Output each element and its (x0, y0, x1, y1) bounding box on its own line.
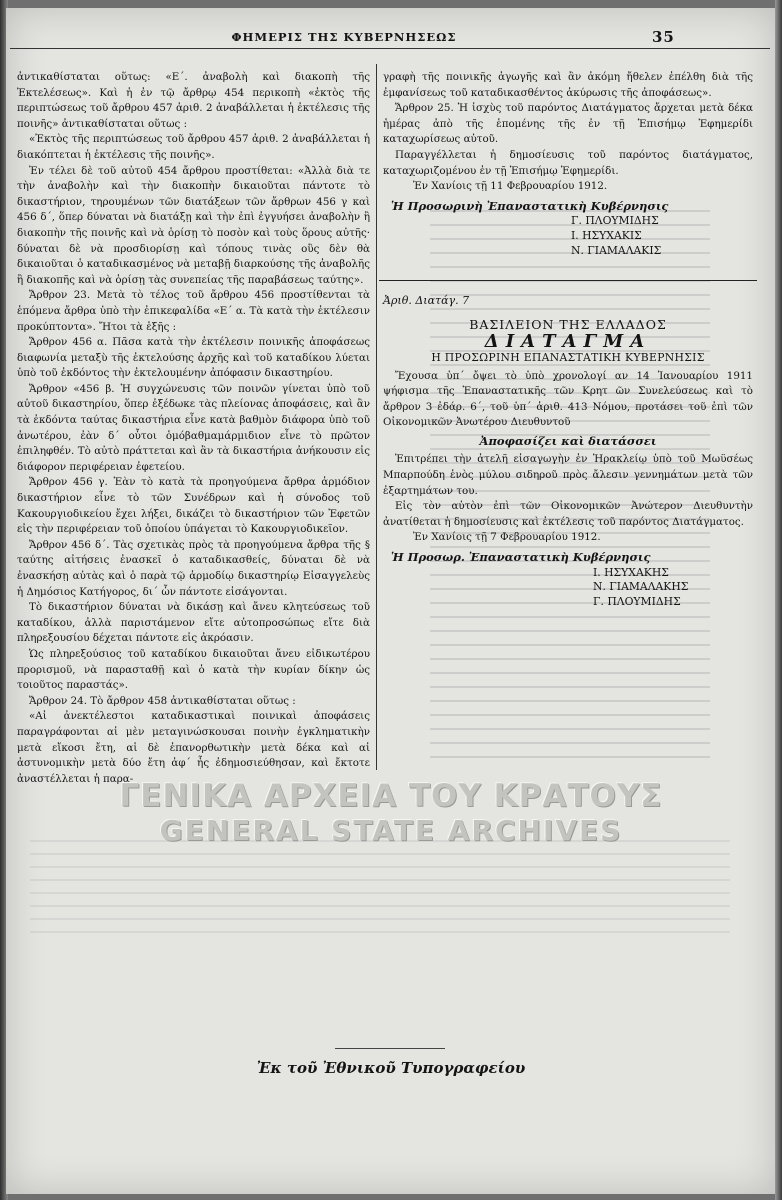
left-paragraph: Ὡς πληρεξούσιος τοῦ καταδίκου δικαιοῦται ἄνευ εἰδικωτέρου προρισμοῦ, νὰ παρασταθῇ καὶ ὁ κατὰ τὴν κυρίαν δίκην ὡς τοιοῦτος παραστάς». (17, 647, 370, 692)
signatory-name: Ν. ΓΙΑΜΑΛΑΚΙΣ (571, 243, 662, 257)
decree-permission: Ἐπιτρέπει τὴν ἀτελῆ εἰσαγωγὴν ἐν Ἡρακλείῳ ὑπὸ τοῦ Μωϋσέως Μπαρπούδη ἑνὸς μύλου σιδηροῦ πρὸς ἄλεσιν γεννημάτων μετὰ τῶν ἐξαρτημάτων του. (383, 453, 753, 497)
kingdom-heading: ΒΑΣΙΛΕΙΟΝ ΤΗΣ ΕΛΛΑΔΟΣ (469, 316, 667, 332)
article-23: Ἄρθρον 23. Μετὰ τὸ τέλος τοῦ ἄρθρου 456 προστίθενται τὰ ἑπόμενα ἄρθρα ὑπὸ τὴν ἐπικεφαλίδα «Ε΄ α. Τὰ κατὰ τὴν ἐκτέλεσιν προκύπτοντα». Ἤτοι τὰ ἑξῆς : (17, 289, 370, 333)
signatory-name: Ι. ΗΣΥΧΑΚΗΣ (593, 565, 669, 579)
imprint-rule (335, 1048, 445, 1049)
left-paragraph: Ἐν τέλει δὲ τοῦ αὐτοῦ 454 ἄρθρου προστίθεται: «Ἀλλὰ διὰ τε τὴν ἀναβολὴν καὶ τὴν διακοπὴν δικαιοῦται πάντοτε τὸ δικαστήριον, τηρουμένων τῶν διατάξεων τῶν ἄρθρων 456 γ καὶ 456 δ΄, ὅπερ δύναται νὰ διατάξῃ καὶ τὴν ἐπὶ ἐγγυήσει ἀναβολὴν ἢ διακοπὴν τῆς ποινῆς καὶ νὰ ὁρίσῃ τὸ ποσὸν καὶ τοὺς ὅρους αὐτῆς· δύναται δὲ νὰ προσδιορίσῃ καὶ τόπους τινὰς οὓς δὲν θὰ δικαιοῦται ὁ καταδικασμένος νὰ μεταβῇ διαρκούσης τῆς ἀναβολῆς ἢ διακοπῆς καὶ νὰ ὁρίσῃ τὰς συνεπείας τῆς παραβάσεως ταύτης». (17, 164, 370, 286)
date-line-2: Ἐν Χανίοις τῇ 7 Φεβρουαρίου 1912. (413, 531, 601, 544)
government-signature-2: Ἡ Προσωρ. Ἐπαναστατικὴ Κυβέρνησις (391, 550, 651, 565)
decree-number: Ἀριθ. Διατάγ. 7 (383, 294, 470, 308)
right-column (383, 70, 753, 609)
government-signature-1: Ἡ Προσωρινὴ Ἐπαναστατικὴ Κυβέρνησις (391, 198, 669, 213)
watermark-english: GENERAL STATE ARCHIVES (159, 814, 623, 847)
signatories-2 (383, 566, 753, 610)
signatory-name: Γ. ΠΛΟΥΜΙΔΗΣ (571, 214, 659, 228)
article-456a: Ἄρθρον 456 α. Πᾶσα κατὰ τὴν ἐκτέλεσιν ποινικῆς ἀποφάσεως διαφωνία μεταξὺ τῆς ἐκτελούσης ἀρχῆς καὶ τοῦ καταδίκου λύεται ὑπὸ τοῦ ἐκδόντος τὴν ἐκτελουμένην ἀπόφασιν δικαστηρίου. (17, 336, 370, 380)
publication-order: Παραγγέλλεται ἡ δημοσίευσις τοῦ παρόντος διατάγματος, καταχωριζομένου ἐν τῇ Ἐπισήμῳ Ἐφημερίδι. (383, 148, 753, 177)
column-divider (376, 64, 377, 770)
decree-preamble: Ἔχουσα ὑπ΄ ὄψει τὸ ὑπὸ χρονολογί αν 14 Ἰανουαρίου 1911 ψήφισμα τῆς Ἐπαναστατικῆς τῶν Κρητ ῶν Συνελεύσεως καὶ τὸ ἄρθρον 3 ἐδάρ. 6΄, τοῦ ὑπ΄ ἀριθ. 413 Νόμου, προτάσει τοῦ ἐπὶ τῶν Οἰκονομικῶν Ἀνωτέρου Διευθυντοῦ (383, 369, 753, 429)
signatories-1 (383, 214, 753, 258)
left-paragraph: «Ἐκτὸς τῆς περιπτώσεως τοῦ ἄρθρου 457 ἀριθ. 2 ἀναβάλλεται ἡ διακόπτεται ἡ ἐκτέλεσις τῆς ποινῆς». (17, 133, 370, 161)
show-through-texture-lower (30, 840, 730, 940)
decree-execution: Εἰς τὸν αὐτὸν ἐπὶ τῶν Οἰκονομικῶν Ἀνώτερον Διευθυντὴν ἀνατίθεται ἡ δημοσίευσις καὶ ἐκτέλεσις τοῦ παρόντος Διατάγματος. (383, 500, 753, 528)
decree-government: Η ΠΡΟΣΩΡΙΝΗ ΕΠΑΝΑΣΤΑΤΙΚΗ ΚΥΒΕΡΝΗΣΙΣ (431, 350, 705, 364)
printer-imprint: Ἐκ τοῦ Ἐθνικοῦ Τυπογραφείου (256, 1059, 526, 1077)
watermark-greek: ΓΕΝΙΚΑ ΑΡΧΕΙΑ ΤΟΥ ΚΡΑΤΟΥΣ (119, 778, 663, 814)
scan-edge-right (775, 0, 782, 1200)
signatory-name: Ν. ΓΙΑΜΑΛΑΚΗΣ (593, 580, 689, 594)
section-separator (379, 280, 757, 281)
signatory-name: Γ. ΠΛΟΥΜΙΔΗΣ (593, 594, 681, 608)
article-456b: Ἄρθρον «456 β. Ἡ συγχώνευσις τῶν ποινῶν γίνεται ὑπὸ τοῦ αὐτοῦ δικαστηρίου, ὅπερ ἐξέδωκε τὰς πλείονας ἀποφάσεις, καὶ ἂν τὰ ἐκδόντα ταύτας δικαστήρια εἶνε κατὰ βαθμὸν διάφορα ὑπὸ τοῦ ἀνωτέρου, ἐὰν δ΄ οὗτοι ὁμόβαθμαμάρμιδιον εἶνε τὸ πρῶτον ἐπιληφθέν. Τὸ αὐτὸ πράττεται καὶ ἂν τὰ δικαστήρια ἀνήκουσιν εἰς διάφορον περιφέρειαν ἐφετείου. (17, 382, 370, 473)
signatory-name: Ι. ΗΣΥΧΑΚΙΣ (571, 228, 642, 242)
left-column (17, 70, 370, 787)
article-25: Ἄρθρον 25. Ἡ ἰσχὺς τοῦ παρόντος Διατάγματος ἄρχεται μετὰ δέκα ἡμέρας ἀπὸ τῆς ἑπομένης τῆς ἐν τῇ Ἐπισήμῳ Ἐφημερίδι καταχωρίσεως αὐτοῦ. (383, 102, 753, 146)
decree-decides: Ἀποφασίζει καὶ διατάσσει (479, 433, 657, 448)
running-head: ΦΗΜΕΡΙΣ ΤΗΣ ΚΥΒΕΡΝΗΣΕΩΣ (231, 30, 457, 44)
date-line-1: Ἐν Χανίοις τῇ 11 Φεβρουαρίου 1912. (413, 180, 608, 193)
left-paragraph: ἀντικαθίσταται οὕτως: «Ε΄. ἀναβολὴ καὶ διακοπὴ τῆς Ἐκτελέσεως». Καὶ ἡ ἐν τῷ ἄρθρῳ 454 περικοπὴ «ἐκτὸς τῆς περιπτώσεως τοῦ ἄρθρου 457 ἀριθ. 2 ἀναβάλλεται ἡ ἐκτέλεσις τῆς ποινῆς» ἀντικαθίσταται οὕτως : (17, 71, 370, 130)
page-number: 35 (652, 28, 675, 46)
article-456c: Ἄρθρον 456 γ. Ἐὰν τὸ κατὰ τὰ προηγούμενα ἄρθρα ἁρμόδιον δικαστήριον εἶνε τὸ τῶν Συνέδρων καὶ ἡ σύνοδος τοῦ Κακουργιοδικείου ἔχει λήξει, δικάζει τὸ δικαστήριον τῶν Ἐφετῶν εἰς τὴν περιφέρειαν τοῦ ὁποίου ὑπάγεται τὸ Κακουργιοδικεῖον. (17, 476, 370, 536)
left-paragraph: «Αἱ ἀνεκτέλεστοι καταδικαστικαὶ ποινικαὶ ἀποφάσεις παραγράφονται αἱ μὲν μεταγινώσκουσαι ποινὴν ἐγκληματικὴν μετὰ εἴκοσι ἔτη, αἱ δὲ ἐπανορθωτικὴν μετὰ δέκα καὶ αἱ ἀστυνομικὴν μετὰ δύο ἔτη ἀφ΄ ἧς ἐδημοσιεύθησαν, καὶ ἔκτοτε ἀναστέλλεται ἡ παρα- (17, 710, 370, 785)
decree-title: ΔΙΑΤΑΓΜΑ (484, 331, 652, 353)
article-456d: Ἄρθρον 456 δ΄. Τὰς σχετικὰς πρὸς τὰ προηγούμενα ἄρθρα τῆς § ταύτης αἰτήσεις ἐνασκεῖ ὁ καταδικασθείς, δύναται δὲ νὰ ἐνασκήσῃ αὐτὰς καὶ ὁ παρὰ τῷ ἁρμοδίῳ δικαστηρίῳ Εἰσαγγελεὺς ἡ Δημόσιος Κατήγορος, δι΄ ὧν πάντοτε εἰσάγονται. (17, 538, 370, 598)
continuation-paragraph: γραφὴ τῆς ποινικῆς ἀγωγῆς καὶ ἂν ἀκόμη ἤθελεν ἐπέλθη διὰ τῆς ἐμφανίσεως τοῦ καταδικασθέντος ἀκύρωσις τῆς ἀποφάσεως». (383, 71, 753, 99)
header-rule (10, 48, 770, 49)
archive-watermark (0, 778, 782, 848)
article-24: Ἄρθρον 24. Τὸ ἄρθρον 458 ἀντικαθίσταται οὕτως : (29, 694, 296, 707)
left-paragraph: Τὸ δικαστήριον δύναται νὰ δικάσῃ καὶ ἄνευ κλητεύσεως τοῦ καταδίκου, ἀλλὰ παριστάμενον εἴτε αὐτοπροσώπως εἴτε διὰ πληρεξουσίου δέχεται πάντοτε εἰς ἀκρόασιν. (17, 601, 370, 645)
